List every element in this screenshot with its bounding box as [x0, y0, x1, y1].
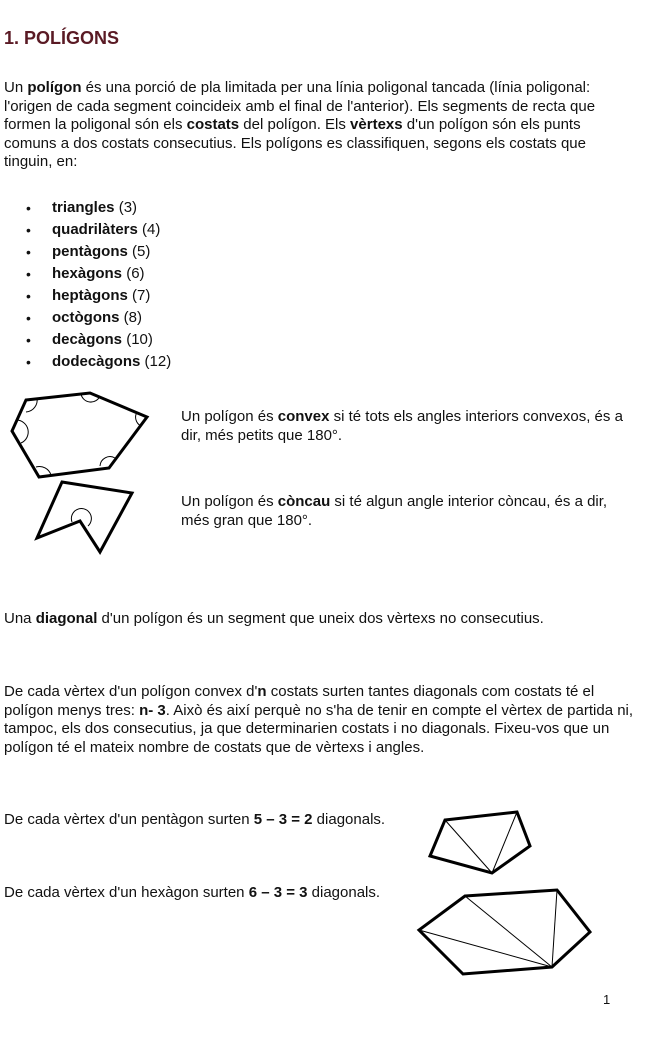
- list-item: [26, 219, 171, 241]
- hexagon-diagonals-figure: [410, 885, 595, 980]
- text: costats surten tantes diagonals com costats té el polígon menys tres:: [4, 683, 595, 719]
- text: diagonals.: [307, 884, 381, 901]
- concave-definition: [181, 493, 631, 530]
- type-name: decàgons: [52, 331, 123, 348]
- convex-definition: [181, 408, 631, 445]
- list-item: [26, 285, 171, 307]
- text: Una: [4, 610, 36, 627]
- text: Un polígon és: [181, 408, 278, 425]
- formula: 6 – 3 = 3: [248, 884, 308, 901]
- convex-polygon-figure: [0, 380, 180, 480]
- list-item: [26, 351, 171, 373]
- intro-paragraph: [4, 79, 624, 172]
- type-sides: (12): [144, 353, 172, 370]
- formula-n-minus-3: n- 3: [139, 701, 166, 719]
- hexagon-example: [4, 884, 380, 903]
- term-costats: costats: [186, 116, 240, 133]
- text: De cada vèrtex d'un hexàgon surten: [4, 884, 249, 901]
- text: Un: [4, 79, 28, 96]
- list-item: [26, 241, 171, 263]
- text: si té tots els angles interiors convexos, és a dir, més petits que 180°.: [181, 408, 623, 444]
- term-poligon: polígon: [27, 79, 82, 96]
- type-sides: (10): [126, 331, 153, 348]
- page-number: 1: [603, 992, 611, 1007]
- text: d'un polígon és un segment que uneix dos vèrtexs no consecutius.: [97, 610, 544, 627]
- term-diagonal: diagonal: [35, 610, 98, 627]
- type-sides: (7): [132, 287, 151, 304]
- page-title: 1. POLÍGONS: [4, 28, 120, 48]
- term-n: n: [257, 683, 267, 700]
- concave-polygon-figure: [0, 480, 180, 560]
- type-sides: (6): [126, 265, 145, 282]
- type-name: hexàgons: [52, 265, 123, 282]
- term-concau: còncau: [277, 493, 331, 510]
- type-name: heptàgons: [52, 287, 128, 304]
- text: del polígon. Els: [239, 116, 351, 133]
- pentagon-diagonals-figure: [400, 805, 540, 880]
- pentagon-example: [4, 811, 385, 830]
- list-item: [26, 329, 171, 351]
- diagonal-rule-paragraph: [4, 683, 634, 757]
- text: De cada vèrtex d'un pentàgon surten: [4, 811, 254, 828]
- list-item: [26, 307, 171, 329]
- list-item: [26, 197, 171, 219]
- text: Un polígon és: [181, 493, 278, 510]
- diagonal-definition: [4, 610, 644, 629]
- type-sides: (3): [118, 199, 138, 216]
- text: si té algun angle interior còncau, és a dir, més gran que 180°.: [181, 493, 608, 529]
- formula: 5 – 3 = 2: [253, 811, 313, 828]
- list-item: [26, 263, 171, 285]
- type-sides: (5): [132, 243, 151, 260]
- type-name: dodecàgons: [52, 353, 141, 370]
- text: d'un polígon són els punts comuns a dos costats consecutius. Els polígons es classifiquen, segons els costats que tinguin, en:: [4, 116, 586, 170]
- type-sides: (4): [142, 221, 161, 238]
- type-name: octògons: [52, 309, 120, 326]
- polygon-types-list: [26, 197, 171, 373]
- type-name: pentàgons: [52, 243, 128, 260]
- type-name: quadrilàters: [52, 221, 138, 238]
- type-sides: (8): [123, 309, 143, 326]
- term-vertexs: vèrtexs: [350, 116, 403, 133]
- text: diagonals.: [312, 811, 386, 828]
- term-convex: convex: [277, 408, 330, 425]
- text: De cada vèrtex d'un polígon convex d': [4, 683, 258, 700]
- text: . Això és així perquè no s'ha de tenir en compte el vèrtex de partida ni, tampoc, els dos consecutius, ja que determinarien costats i no diagonals. Fixeu-vos que un polígon té el mateix nombre de costats que de vèrtexs i angles.: [4, 701, 634, 756]
- text: és una porció de pla limitada per una línia poligonal tancada (línia poligonal: l'origen de cada segment coincideix amb el final de l'anterior). Els segments de recta que formen la poligonal són els: [4, 79, 596, 133]
- type-name: triangles: [52, 199, 115, 216]
